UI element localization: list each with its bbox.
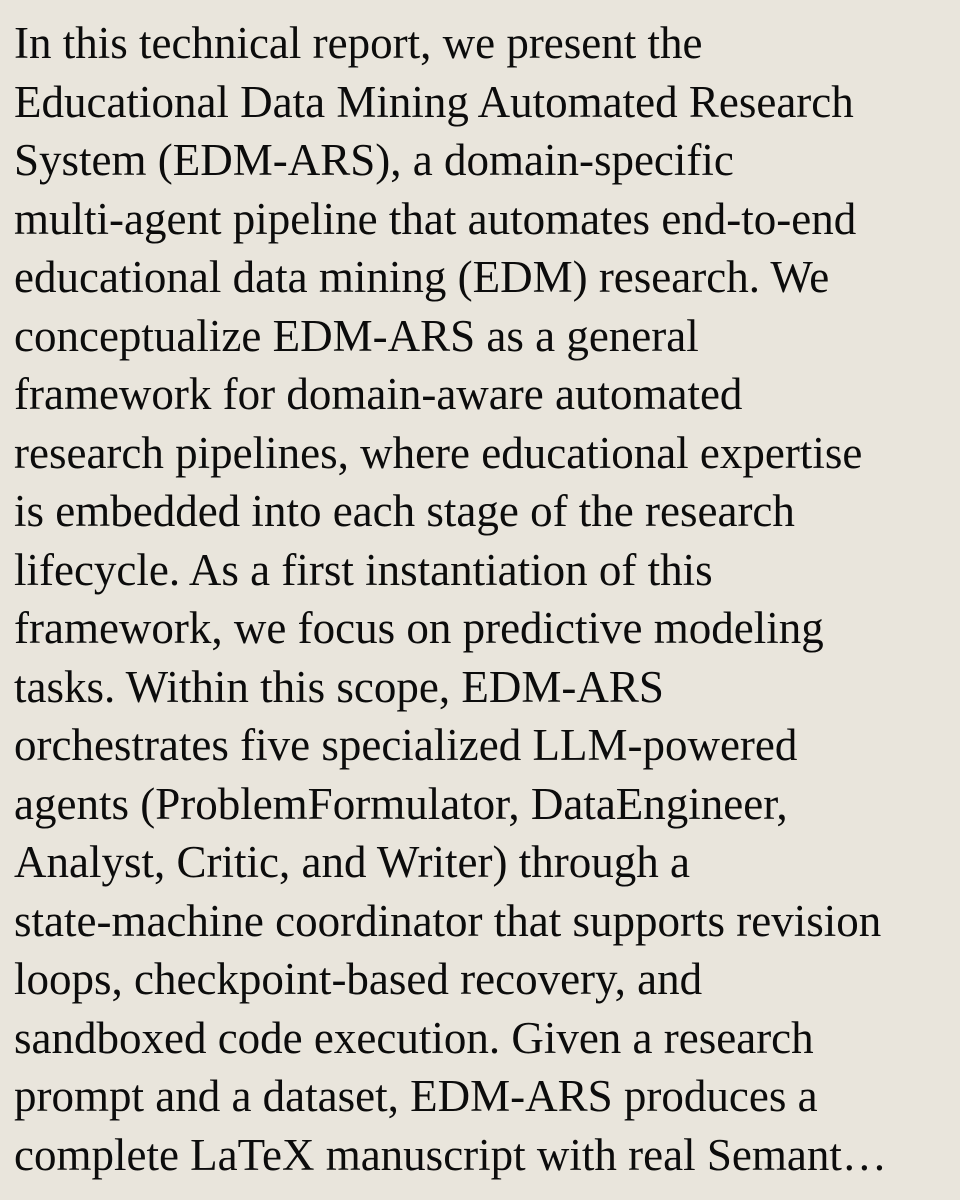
text-line: framework, we focus on predictive modeling bbox=[14, 603, 824, 653]
text-line: agents (ProblemFormulator, DataEngineer, bbox=[14, 778, 788, 829]
text-line: prompt and a dataset, EDM-ARS produces a bbox=[14, 1071, 818, 1121]
text-line: conceptualize EDM-ARS as a general bbox=[14, 310, 699, 361]
text-line: loops, checkpoint-based recovery, and bbox=[14, 954, 703, 1004]
text-line: multi-agent pipeline that automates end-to-end bbox=[14, 193, 857, 244]
text-line: complete LaTeX manuscript with real Semant… bbox=[14, 1129, 887, 1180]
text-line: research pipelines, where educational expertise bbox=[14, 427, 863, 478]
text-line: tasks. Within this scope, EDM-ARS bbox=[14, 661, 664, 712]
text-line: framework for domain-aware automated bbox=[14, 369, 743, 419]
text-line: orchestrates five specialized LLM-powered bbox=[14, 720, 798, 770]
text-line: Analyst, Critic, and Writer) through a bbox=[14, 837, 690, 887]
text-line: System (EDM-ARS), a domain-specific bbox=[14, 135, 734, 185]
text-line: state-machine coordinator that supports revision bbox=[14, 895, 882, 946]
text-line: sandboxed code execution. Given a research bbox=[14, 1012, 814, 1063]
text-line: is embedded into each stage of the research bbox=[14, 486, 795, 536]
text-line: educational data mining (EDM) research. We bbox=[14, 252, 830, 302]
text-line: Educational Data Mining Automated Research bbox=[14, 76, 854, 127]
abstract-text bbox=[14, 14, 954, 1184]
text-line: In this technical report, we present the bbox=[14, 18, 703, 68]
text-line: lifecycle. As a first instantiation of this bbox=[14, 544, 713, 595]
